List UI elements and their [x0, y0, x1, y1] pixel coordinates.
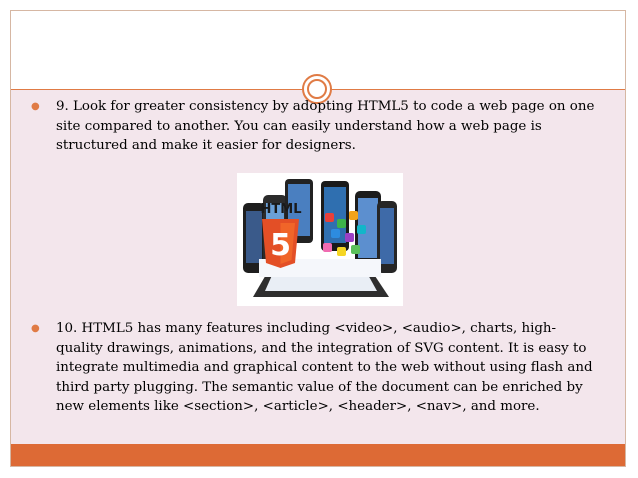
bullet-text: 10. HTML5 has many features including <video>, <audio>, charts, high-quality drawings, animations, and the integration of SVG content. It is easy to integrate multimedia and graphical content to the web without using flash and third party plugging. The semantic value of the document can be enriched by new elements like <section>, <article>, <header>, <nav>, and more.: [56, 321, 593, 414]
html5-logo-word: HTML: [260, 202, 302, 217]
bullet-text: 9. Look for greater consistency by adopting HTML5 to code a web page on one site compared to another. You can easily understand how a web page is structured and make it easier for designers.: [56, 99, 595, 153]
footer-bar: [11, 444, 625, 466]
html5-logo-number: 5: [270, 228, 291, 263]
bullet-item: [31, 319, 601, 417]
html5-devices-image: [237, 173, 403, 306]
bullet-dot-icon: ●: [31, 323, 40, 334]
slide-frame: [10, 10, 626, 467]
bullet-dot-icon: ●: [31, 101, 40, 112]
bullet-item: [31, 97, 601, 156]
